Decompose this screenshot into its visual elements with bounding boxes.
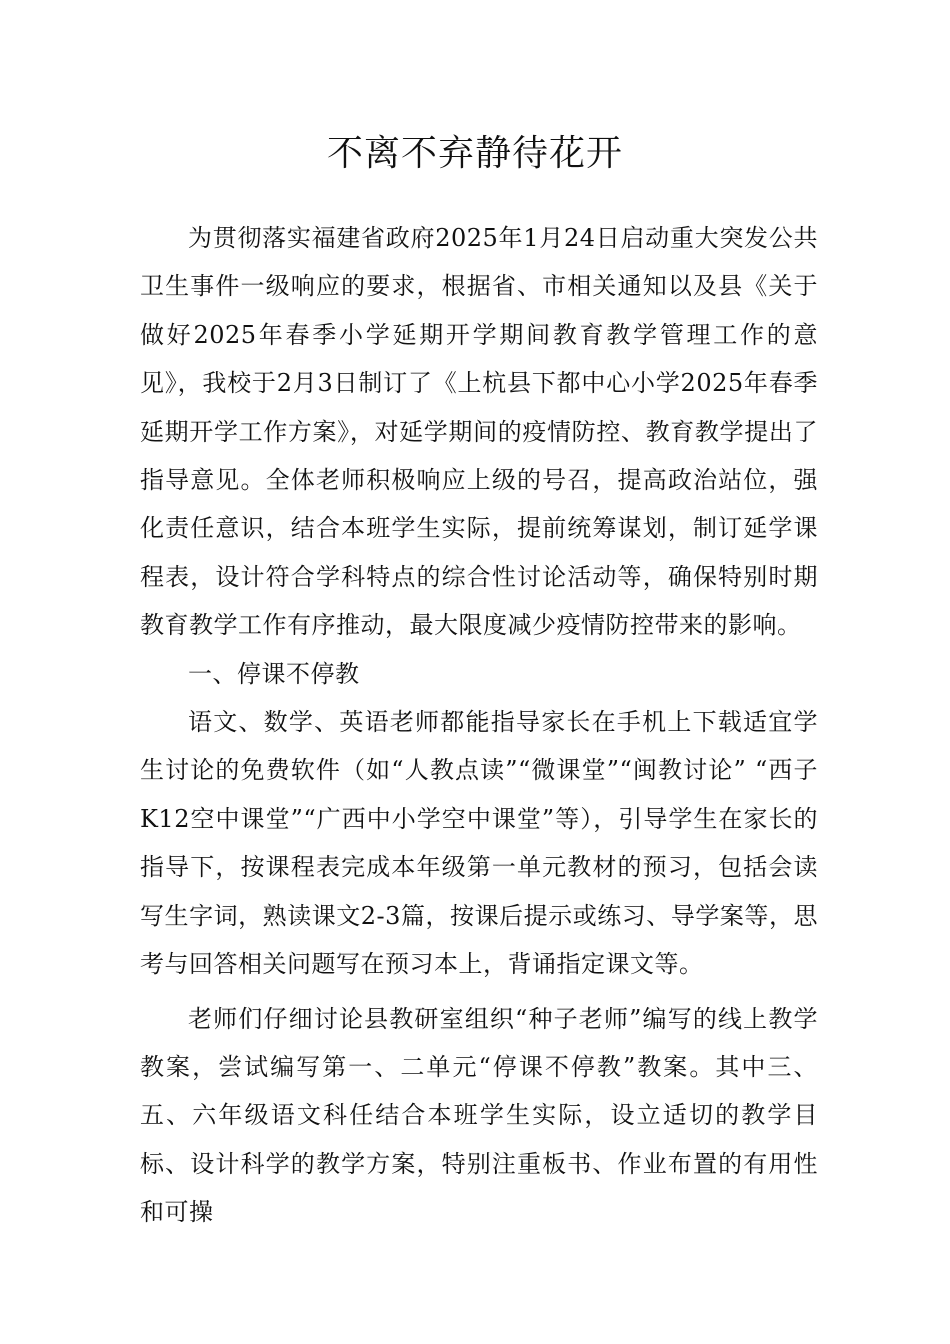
- paragraph-intro: 为贯彻落实福建省政府2025年1月24日启动重大突发公共卫生事件一级响应的要求，根据省、市相关通知以及县《关于做好2025年春季小学延期开学期间教育教学管理工作的意见》，我校于2月3日制订了《上杭县下都中心小学2025年春季延期开学工作方案》，对延学期间的疫情防控、教育教学提出了指导意见。全体老师积极响应上级的号召，提高政治站位，强化责任意识，结合本班学生实际，提前统筹谋划，制订延学课程表，设计符合学科特点的综合性讨论活动等，确保特别时期教育教学工作有序推动，最大限度减少疫情防控带来的影响。: [140, 224, 818, 640]
- section-heading: 一、停课不停教: [188, 659, 360, 688]
- paragraph-online-software: 语文、数学、英语老师都能指导家长在手机上下载适宜学生讨论的免费软件（如“人教点读”“微课堂”“闽教讨论” “西子K12空中课堂”“广西中小学空中课堂”等），引导学生在家长的指导下，按课程表完成本年级第一单元教材的预习，包括会读写生字词，熟读课文2-3篇，按课后提示或练习、导学案等，思考与回答相关问题写在预习本上，背诵指定课文等。: [140, 708, 818, 979]
- document-title: 不离不弃静待花开: [326, 133, 623, 174]
- document-body: [140, 214, 818, 1237]
- paragraph-lesson-plans: 老师们仔细讨论县教研室组织“种子老师”编写的线上教学教案，尝试编写第一、二单元“停课不停教”教案。其中三、五、六年级语文科任结合本班学生实际，设立适切的教学目标、设计科学的教学方案，特别注重板书、作业布置的有用性和可操: [140, 1004, 818, 1227]
